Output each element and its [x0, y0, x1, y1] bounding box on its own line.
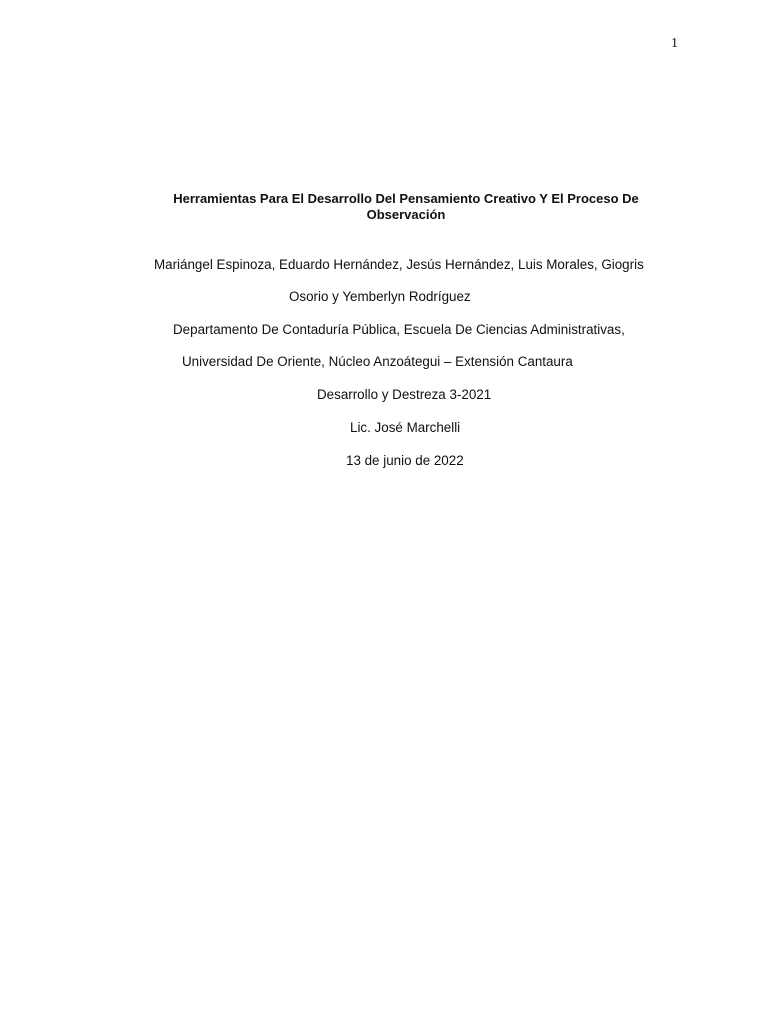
paper-title-line-1: Herramientas Para El Desarrollo Del Pensamiento Creativo Y El Proceso De — [173, 191, 639, 206]
course-name: Desarrollo y Destreza 3-2021 — [317, 387, 492, 402]
affiliation-line-2: Universidad De Oriente, Núcleo Anzoátegui – Extensión Cantaura — [182, 354, 573, 369]
paper-title-line-2: Observación — [366, 207, 446, 222]
submission-date: 13 de junio de 2022 — [346, 453, 464, 468]
instructor-name: Lic. José Marchelli — [350, 420, 461, 435]
page-number: 1 — [671, 36, 678, 51]
affiliation-line-1: Departamento De Contaduría Pública, Escuela De Ciencias Administrativas, — [173, 322, 625, 337]
authors-line-1: Mariángel Espinoza, Eduardo Hernández, Jesús Hernández, Luis Morales, Giogris — [154, 257, 644, 272]
authors-line-2: Osorio y Yemberlyn Rodríguez — [289, 289, 471, 304]
paper-title — [148, 191, 664, 223]
